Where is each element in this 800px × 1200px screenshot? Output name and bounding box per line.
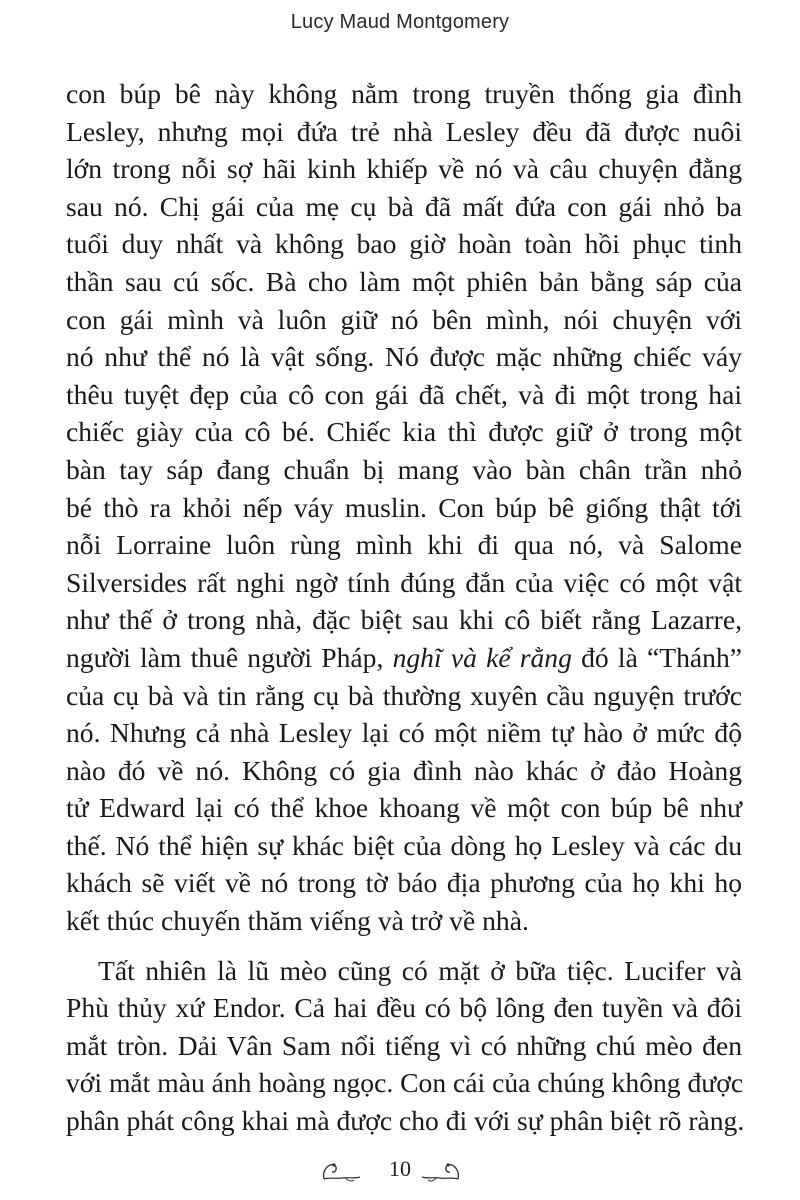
text-line: với mắt màu ánh hoàng ngọc. Con cái của chúng không được <box>66 1067 744 1099</box>
text-line: Lesley, nhưng mọi đứa trẻ nhà Lesley đều đã được nuôi <box>66 115 742 147</box>
text-line: Silversides rất nghi ngờ tính đúng đắn của việc có một vật <box>66 566 742 598</box>
text-line: thêu tuyệt đẹp của cô con gái đã chết, và đi một trong hai <box>66 378 742 410</box>
text-line: thần sau cú sốc. Bà cho làm một phiên bản bằng sáp của <box>66 265 742 297</box>
text-line: con búp bê này không nằm trong truyền thống gia đình <box>66 78 742 109</box>
text-line-indented: Tất nhiên là lũ mèo cũng có mặt ở bữa tiệc. Lucifer và <box>98 954 742 986</box>
text-line: kết thúc chuyến thăm viếng và trở về nhà. <box>66 905 529 937</box>
text-line: bàn tay sáp đang chuẩn bị mang vào bàn chân trần nhỏ <box>66 453 742 485</box>
text-line: nỗi Lorraine luôn rùng mình khi đi qua nó, và Salome <box>66 529 742 561</box>
italic-phrase: nghĩ và kể rằng <box>392 641 572 673</box>
flourish-ornament-left-icon <box>318 1155 366 1185</box>
text-line: nó như thể nó là vật sống. Nó được mặc những chiếc váy <box>66 341 742 373</box>
text-line: phân phát công khai mà được cho đi với sự phân biệt rõ ràng. <box>66 1105 745 1137</box>
paragraph-2 <box>66 952 745 1140</box>
paragraph-1 <box>66 75 742 940</box>
text-line: khách sẽ viết về nó trong tờ báo địa phương của họ khi họ <box>66 867 742 899</box>
text-line: mắt tròn. Dải Vân Sam nổi tiếng vì có những chú mèo đen <box>66 1029 742 1061</box>
text-line-with-italic <box>66 639 742 677</box>
flourish-ornament-right-icon <box>416 1155 464 1185</box>
page-number: 10 <box>389 1156 411 1181</box>
text-run: đó là “Thánh” <box>571 641 742 673</box>
text-line: con gái mình và luôn giữ nó bên mình, nói chuyện với <box>66 303 742 335</box>
page-footer <box>0 1153 800 1189</box>
text-line: Phù thủy xứ Endor. Cả hai đều có bộ lông đen tuyền và đôi <box>66 992 742 1024</box>
text-line: của cụ bà và tin rằng cụ bà thường xuyên cầu nguyện trước <box>66 679 742 711</box>
body-text <box>66 75 745 1140</box>
text-line: tử Edward lại có thể khoe khoang về một con búp bê như <box>66 792 742 824</box>
text-line: nó. Nhưng cả nhà Lesley lại có một niềm tự hào ở mức độ <box>66 717 742 749</box>
text-line: tuổi duy nhất và không bao giờ hoàn toàn hồi phục tinh <box>66 228 742 260</box>
text-line: như thế ở trong nhà, đặc biệt sau khi cô biết rằng Lazarre, <box>66 604 742 636</box>
text-line: bé thò ra khỏi nếp váy muslin. Con búp bê giống thật tới <box>66 491 742 523</box>
text-line: sau nó. Chị gái của mẹ cụ bà đã mất đứa con gái nhỏ ba <box>66 190 742 222</box>
text-line: thế. Nó thể hiện sự khác biệt của dòng họ Lesley và các du <box>66 829 742 861</box>
running-header-author: Lucy Maud Montgomery <box>290 11 510 33</box>
text-run: người làm thuê người Pháp, <box>66 641 393 673</box>
text-line: chiếc giày của cô bé. Chiếc kia thì được giữ ở trong một <box>66 416 742 448</box>
text-line: lớn trong nỗi sợ hãi kinh khiếp về nó và câu chuyện đằng <box>66 153 742 185</box>
text-line: nào đó về nó. Không có gia đình nào khác ở đảo Hoàng <box>66 754 742 786</box>
